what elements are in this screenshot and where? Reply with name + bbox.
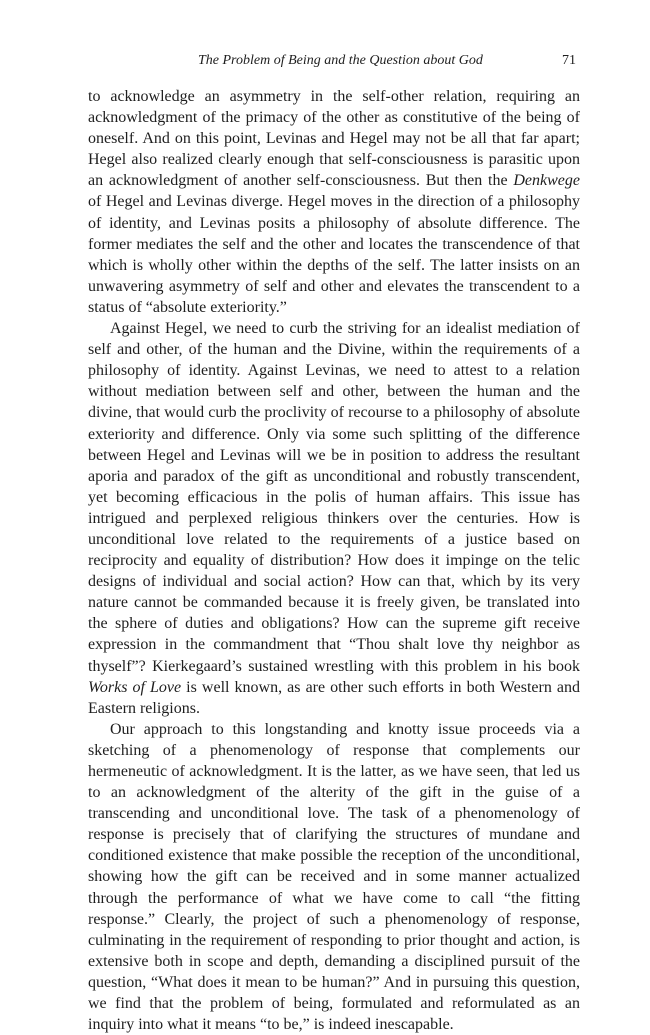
- paragraph-2-text-continued: is well known, as are other such efforts in both Western and Eastern religions.: [88, 678, 580, 717]
- page-number: 71: [562, 53, 576, 68]
- denkwege-italic: Denkwege: [513, 172, 580, 190]
- paragraph-2: [88, 318, 580, 719]
- paragraph-1-text-continued: of Hegel and Levinas diverge. Hegel moves in the direction of a philosophy of identity, and Levinas posits a philosophy of absolute difference. The former mediates the self and the other and locates the transcendence of that which is wholly other within the depths of the self. The latter insists on an unwavering asymmetry of self and other and elevates the transcendent to a status of “absolute exteriority.”: [88, 193, 580, 316]
- body-text: [88, 86, 580, 1035]
- running-title: The Problem of Being and the Question about God: [198, 53, 483, 68]
- paragraph-1-text: to acknowledge an asymmetry in the self-other relation, requiring an acknowledgment of the primacy of the other as constitutive of the being of oneself. And on this point, Levinas and Hegel may not be all that far apart; Hegel also realized clearly enough that self-consciousness is parasitic upon an acknowledgment of another self-consciousness. But then the: [88, 88, 580, 190]
- works-of-love-italic: Works of Love: [88, 678, 182, 696]
- paragraph-3-text: Our approach to this longstanding and knotty issue proceeds via a sketching of a phenomenology of response that complements our hermeneutic of acknowledgment. It is the latter, as we have seen, that led us to an acknowledgment of the alterity of the gift in the guise of a transcending and unconditional love. The task of a phenomenology of response is precisely that of clarifying the structures of mundane and conditioned existence that make possible the reception of the unconditional, showing how the gift can be received and in some manner actualized through the performance of what we have come to call “the fitting response.” Clearly, the project of such a phenomenology of response, culminating in the requirement of responding to prior thought and action, is extensive both in scope and depth, demanding a disciplined pursuit of the question, “What does it mean to be human?” And in pursuing this question, we find that the problem of being, formulated and reformulated as an inquiry into what it means “to be,” is indeed inescapable.: [88, 720, 580, 1034]
- paragraph-1: [88, 86, 580, 318]
- paragraph-3: [88, 719, 580, 1035]
- book-page: [88, 52, 580, 1035]
- running-header: [88, 52, 580, 74]
- paragraph-2-text: Against Hegel, we need to curb the striving for an idealist mediation of self and other, of the human and the Divine, within the requirements of a philosophy of identity. Against Levinas, we need to attest to a relation without mediation between self and other, between the human and the divine, that would curb the proclivity of recourse to a philosophy of absolute exteriority and difference. Only via some such splitting of the difference between Hegel and Levinas will we be in position to address the resultant aporia and paradox of the gift as unconditional and robustly transcendent, yet becoming efficacious in the polis of human affairs. This issue has intrigued and perplexed religious thinkers over the centuries. How is unconditional love related to the requirements of a justice based on reciprocity and equality of distribution? How does it impinge on the telic designs of individual and social action? How can that, which by its very nature cannot be commanded because it is freely given, be translated into the sphere of duties and obligations? How can the supreme gift receive expression in the commandment that “Thou shalt love thy neighbor as thyself”? Kierkegaard’s sustained wrestling with this problem in his book: [88, 320, 580, 675]
